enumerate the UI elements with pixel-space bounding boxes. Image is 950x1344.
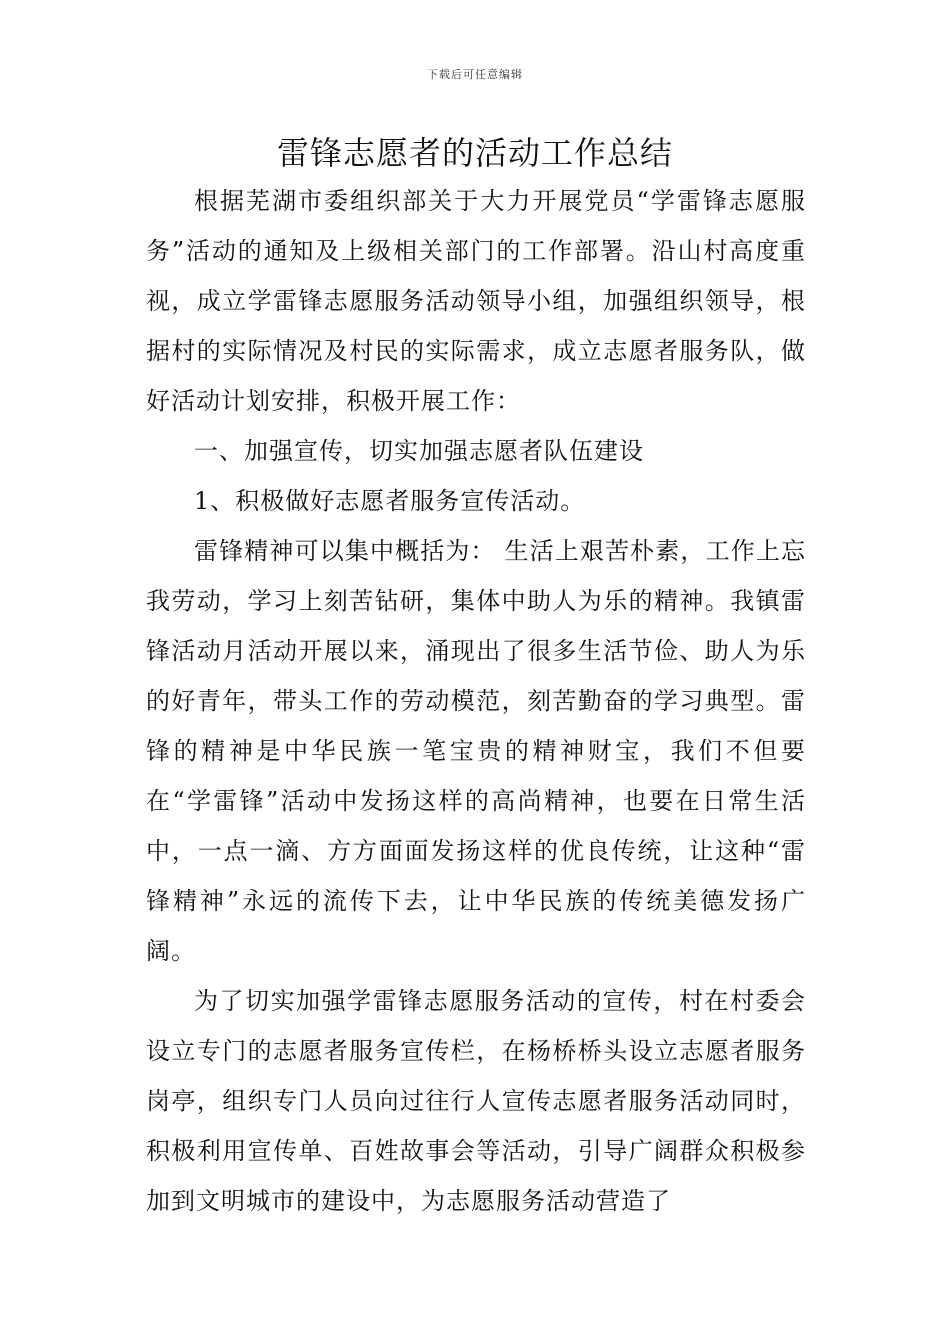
document-title: 雷锋志愿者的活动工作总结: [276, 134, 673, 172]
document-body: [146, 176, 806, 1226]
subsection-heading-1: 1、积极做好志愿者服务宣传活动。: [194, 487, 586, 515]
header-note: 下载后可任意编辑: [427, 68, 523, 81]
paragraph-leifeng-spirit: 雷锋精神可以集中概括为： 生活上艰苦朴素，工作上忘我劳动，学习上刻苦钻研，集体中助人为乐的精神。我镇雷锋活动月活动开展以来，涌现出了很多生活节俭、助人为乐的好青年，带头工作的劳动模范，刻苦勤奋的学习典型。雷锋的精神是中华民族一笔宝贵的精神财宝，我们不但要在“学雷锋”活动中发扬这样的高尚精神，也要在日常生活中，一点一滴、方方面面发扬这样的优良传统，让这种“雷锋精神”永远的流传下去，让中华民族的传统美德发扬广阔。: [146, 537, 806, 965]
paragraph-intro: 根据芜湖市委组织部关于大力开展党员“学雷锋志愿服务”活动的通知及上级相关部门的工作部署。沿山村高度重视，成立学雷锋志愿服务活动领导小组，加强组织领导，根据村的实际情况及村民的实际需求，成立志愿者服务队，做好活动计划安排，积极开展工作：: [146, 187, 806, 415]
section-heading-1: 一、加强宣传，切实加强志愿者队伍建设: [194, 437, 644, 465]
paragraph-publicity: 为了切实加强学雷锋志愿服务活动的宣传，村在村委会设立专门的志愿者服务宣传栏，在杨桥桥头设立志愿者服务岗亭，组织专门人员向过往行人宣传志愿者服务活动同时，积极利用宣传单、百姓故事会等活动，引导广阔群众积极参加到文明城市的建设中，为志愿服务活动营造了: [146, 987, 806, 1215]
